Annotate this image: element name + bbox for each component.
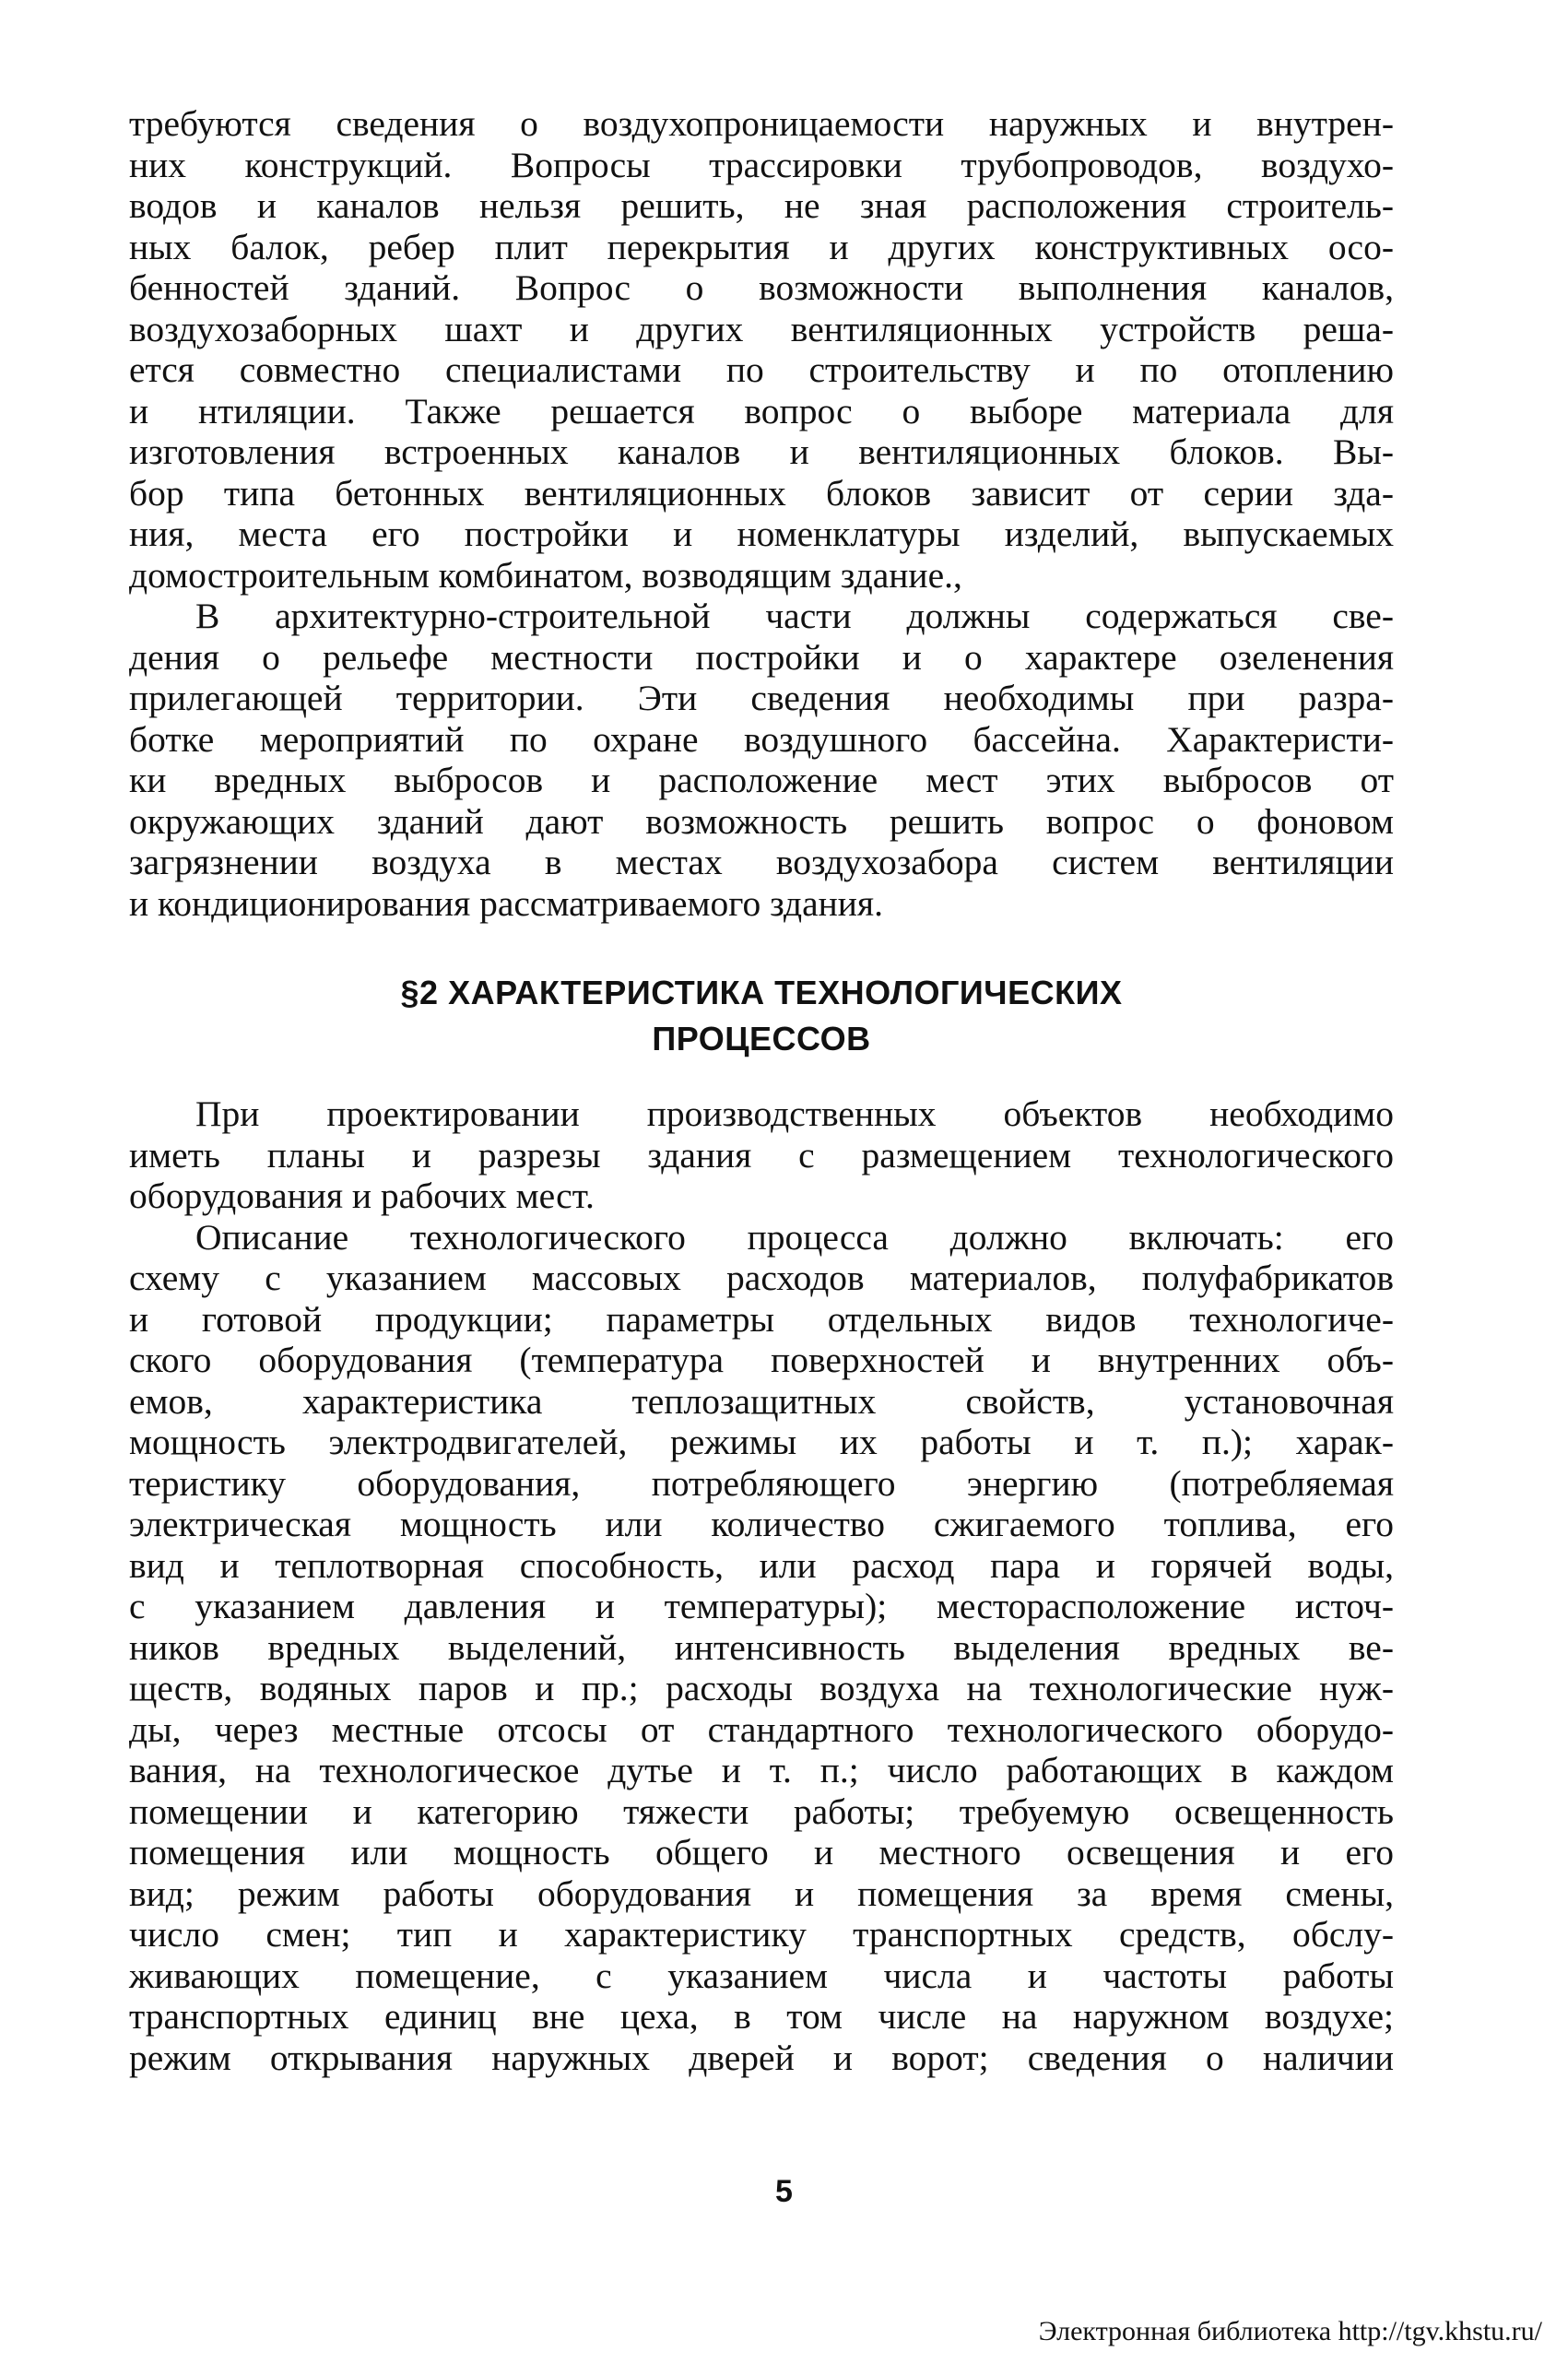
text-line: загрязнении воздуха в местах воздухозабора систем вентиляции: [129, 842, 1394, 882]
section-heading-line-1: §2 ХАРАКТЕРИСТИКА ТЕХНОЛОГИЧЕСКИХ: [400, 974, 1123, 1011]
text-line: вид и теплотворная способность, или расход пара и горячей воды,: [129, 1544, 1394, 1586]
text-line: ных балок, ребер плит перекрытия и других конструктивных осо-: [129, 226, 1394, 267]
text-line: ки вредных выбросов и расположение мест этих выбросов от: [129, 760, 1394, 800]
text-line: прилегающей территории. Эти сведения необходимы при разра-: [129, 678, 1394, 718]
text-line: ского оборудования (температура поверхностей и внутренних объ-: [129, 1340, 1394, 1380]
text-line: и кондиционирования рассматриваемого здания.: [129, 882, 883, 924]
text-line: ется совместно специалистами по строительству и по отоплению: [129, 349, 1394, 390]
text-line: живающих помещение, с указанием числа и частоты работы: [129, 1955, 1394, 1996]
text-line: и готовой продукции; параметры отдельных видов технологиче-: [129, 1298, 1394, 1340]
text-line: схему с указанием массовых расходов материалов, полуфабрикатов: [129, 1258, 1394, 1298]
section-heading-line-2: ПРОЦЕССОВ: [652, 1020, 871, 1057]
text-line: бенностей зданий. Вопрос о возможности выполнения каналов,: [129, 267, 1394, 308]
text-line: дения о рельефе местности постройки и о характере озеленения: [129, 636, 1394, 678]
section-heading: [129, 970, 1394, 1062]
text-line: транспортных единиц вне цеха, в том числе на наружном воздухе;: [129, 1996, 1394, 2037]
text-line: режим открывания наружных дверей и ворот; сведения о наличии: [129, 2037, 1394, 2078]
page-number: 5: [775, 2174, 793, 2209]
text-line: изготовления встроенных каналов и вентиляционных блоков. Вы-: [129, 431, 1394, 472]
text-line: вид; режим работы оборудования и помещения за время смены,: [129, 1873, 1394, 1914]
text-line: емов, характеристика теплозащитных свойств, установочная: [129, 1380, 1394, 1422]
text-line: окружающих зданий дают возможность решить вопрос о фоновом: [129, 800, 1394, 842]
text-line: ды, через местные отсосы от стандартного технологического оборудо-: [129, 1708, 1394, 1750]
text-line: При проектировании производственных объектов необходимо: [195, 1093, 1394, 1134]
text-line: них конструкций. Вопросы трассировки трубопроводов, воздухо-: [129, 144, 1394, 185]
text-line: В архитектурно-строительной части должны содержаться све-: [195, 596, 1394, 636]
footer-library-link[interactable]: Электронная библиотека http://tgv.khstu.ru/: [1038, 2316, 1542, 2346]
text-line: ботке мероприятий по охране воздушного бассейна. Характеристи-: [129, 718, 1394, 760]
text-line: Описание технологического процесса должно включать: его: [195, 1216, 1394, 1258]
paragraph-3: [129, 1093, 1394, 1217]
text-line: водов и каналов нельзя решить, не зная расположения строитель-: [129, 185, 1394, 226]
text-line: электрическая мощность или количество сжигаемого топлива, его: [129, 1504, 1394, 1544]
text-line: помещении и категорию тяжести работы; требуемую освещенность: [129, 1790, 1394, 1832]
text-line: ния, места его постройки и номенклатуры изделий, выпускаемых: [129, 514, 1394, 554]
paragraph-1: [129, 103, 1394, 596]
text-line: иметь планы и разрезы здания с размещением технологического: [129, 1134, 1394, 1176]
text-line: вания, на технологическое дутье и т. п.; число работающих в каждом: [129, 1750, 1394, 1790]
text-line: домостроительным комбинатом, возводящим здание.,: [129, 554, 962, 596]
text-line: требуются сведения о воздухопроницаемости наружных и внутрен-: [129, 103, 1394, 144]
text-line: оборудования и рабочих мест.: [129, 1176, 595, 1216]
paragraph-4: [129, 1217, 1394, 2079]
text-line: с указанием давления и температуры); месторасположение источ-: [129, 1586, 1394, 1626]
text-line: бор типа бетонных вентиляционных блоков зависит от серии зда-: [129, 472, 1394, 514]
text-line: мощность электродвигателей, режимы их работы и т. п.); харак-: [129, 1422, 1394, 1462]
text-line: помещения или мощность общего и местного освещения и его: [129, 1832, 1394, 1873]
paragraph-2: [129, 596, 1394, 924]
text-line: число смен; тип и характеристику транспортных средств, обслу-: [129, 1914, 1394, 1955]
text-line: ществ, водяных паров и пр.; расходы воздуха на технологические нуж-: [129, 1668, 1394, 1708]
text-line: воздухозаборных шахт и других вентиляционных устройств реша-: [129, 308, 1394, 349]
text-line: теристику оборудования, потребляющего энергию (потребляемая: [129, 1462, 1394, 1504]
text-line: ников вредных выделений, интенсивность выделения вредных ве-: [129, 1626, 1394, 1668]
text-line: и нтиляции. Также решается вопрос о выборе материала для: [129, 390, 1394, 431]
page-body: [129, 103, 1394, 2078]
